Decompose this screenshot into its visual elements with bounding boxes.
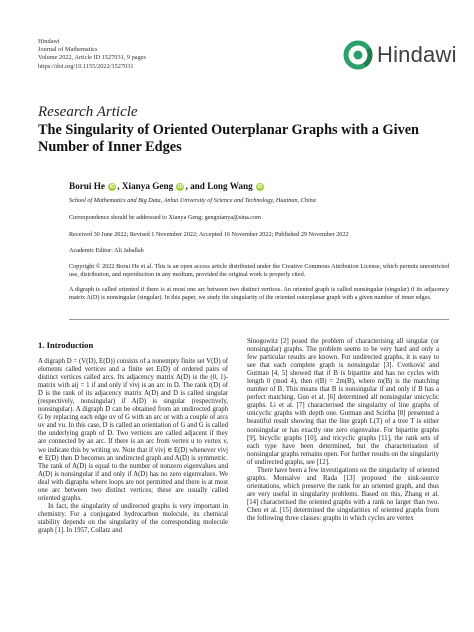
section-heading: 1. Introduction [38,340,94,350]
abstract: A digraph is called oriented if there is at most one arc between two distinct vertices. An oriented graph is called nonsingular (singular) if its adjacency matrix A(D) is nonsingular (singular). In this paper, we study the singularity of the oriented outerplanar graph with a given number of inner edges. [69,286,449,301]
article-title: The Singularity of Oriented Outerplanar Graphs with a Given Number of Inner Edges [38,122,420,155]
academic-editor: Academic Editor: Ali Jaballah [69,247,144,254]
hindawi-logo [343,40,457,70]
publisher-name: Hindawi [38,38,60,45]
affiliation: School of Mathematics and Big Data, Anhui University of Science and Technology, Huainan, China [69,197,316,204]
article-dates: Received 30 June 2022; Revised 1 November 2022; Accepted 16 November 2022; Published 29 November 2022 [69,231,349,238]
orcid-icon[interactable]: iD [257,184,263,190]
body-paragraph: A digraph D = (V(D), E(D)) consists of a nonempty finite set V(D) of elements called vertices and a finite set E(D) of ordered pairs of distinct vertices called arcs. Its adjacency matrix A(D) is the (0, 1)-matrix with aij = 1 if and only if vivj is an arc in D. The rank r(D) of D is the rank of its adjacency matrix A(D) and D is called singular (respectively, nonsingular) if A(D) is singular (respectively, nonsingular). A digraph D can be obtained from an undirected graph G by replacing each edge uv of G with an arc or with a couple of arcs uv and vu. In this case, D is called an orientation of G and G is called the underlying graph of D. Two vertices are called adjacent if they are connected by an arc. If there is an arc from vertex u to vertex v, we indicate this by writing uv. Note that if vivj ∈ E(D) whenever vivj ∈ E(D) then D becomes an undirected graph and A(D) is symmetric. The rank of A(D) is equal to the number of nonzero eigenvalues and A(D) is nonsingular if and only if A(D) has no zero eigenvalues. We deal with digraphs where loops are not permitted and there is at most one arc between two distinct vertices; these are usually called oriented graphs. [38,358,228,502]
author-name: , Xianya Geng [117,181,174,191]
orcid-icon[interactable]: iD [109,184,115,190]
author-name: , and Long Wang [185,181,253,191]
orcid-icon[interactable]: iD [177,184,183,190]
hindawi-logo-icon [343,40,373,70]
author-name: Borui He [69,181,105,191]
body-paragraph: In fact, the singularity of undirected graphs is very important in chemistry. For a conjugated hydrocarbon molecule, its chemical stability depends on the singularity of the corresponding molecule graph [1]. In 1957, Collatz and [38,502,228,534]
right-column [247,338,439,523]
divider [69,319,449,320]
body-paragraph: Sinogowitz [2] posed the problem of characterising all singular (or nonsingular) graphs. The problem seems to be very hard and only a few particular results are known. For undirected graphs, it is easy to see that each complete graph is nonsingular [3]. Cvetković and Gutman [4, 5] showed that if B is bipartite and has no cycles with length 0 (mod 4), then r(B) = 2m(B), where m(B) is the matching number of B. This means that B is nonsingular if and only if B has a perfect matching. Guo et al. [6] determined all nonsingular unicyclic graphs. Li et al. [7] characterised the singularity of line graphs of unicyclic graphs with depth one. Gutman and Sciriha [8] presented a beautiful result showing that the line graph L(T) of a tree T is either nonsingular or has exactly one zero eigenvalue. For bipartite graphs [9], bicyclic graphs [10], and tricyclic graphs [11], the rank sets of each type have been determined, but the characterisation of nonsingular graphs remains open. For further results on the singularity of undirected graphs, see [12]. [247,338,439,466]
journal-name: Journal of Mathematics [38,46,98,54]
body-paragraph: There have been a few investigations on the singularity of oriented graphs. Monsalve and Rada [13] proposed the sink-source orientations, which preserve the rank for an oriented graph, and thus are very useful in singularity problems. Based on this, Zhang et al. [14] characterised the oriented graphs with a rank no larger than two. Chen et al. [15] determined the singularities of oriented graphs from the following three classes: graphs in which cycles are vertex [247,466,439,523]
copyright-notice: Copyright © 2022 Borui He et al. This is an open access article distributed under the Creative Commons Attribution License, which permits unrestricted use, distribution, and reproduction in any medium, provided the original work is properly cited. [69,263,449,278]
left-column [38,358,228,535]
correspondence: Correspondence should be addressed to Xianya Geng; gengxianya@sina.com [69,214,261,221]
volume-info: Volume 2022, Article ID 1527031, 9 pages [38,54,146,62]
doi-link[interactable]: https://doi.org/10.1155/2022/1527031 [38,62,134,70]
publication-info [38,38,146,71]
logo-wordmark: Hindawi [377,42,457,67]
article-type: Research Article [38,104,138,120]
author-list [69,181,265,191]
